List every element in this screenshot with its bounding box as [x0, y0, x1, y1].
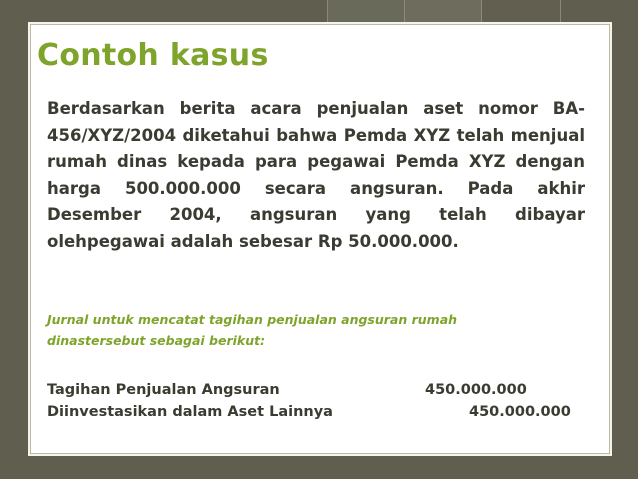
- slide-title: Contoh kasus: [37, 38, 269, 73]
- decor-tab-2: [404, 0, 482, 22]
- journal-caption: Jurnal untuk mencatat tagihan penjualan angsuran rumah dinastersebut sebagai berikut:: [47, 312, 458, 348]
- journal-credit-account: Diinvestasikan dalam Aset Lainnya: [47, 404, 333, 420]
- journal-debit-amount: 450.000.000: [425, 382, 527, 398]
- decor-tab-3: [481, 0, 561, 22]
- decor-tab-1: [327, 0, 405, 22]
- case-paragraph: Berdasarkan berita acara penjualan aset nomor BA-456/XYZ/2004 diketahui bahwa Pemda XYZ telah menjual rumah dinas kepada para pegawai Pemda XYZ dengan harga 500.000.000 secara angsuran. Pada akhir Desember 2004, angsuran yang telah dibayar olehpegawai adalah sebesar Rp 50.000.000.: [47, 99, 585, 251]
- journal-debit-account: Tagihan Penjualan Angsuran: [47, 382, 280, 398]
- journal-credit-amount: 450.000.000: [469, 404, 571, 420]
